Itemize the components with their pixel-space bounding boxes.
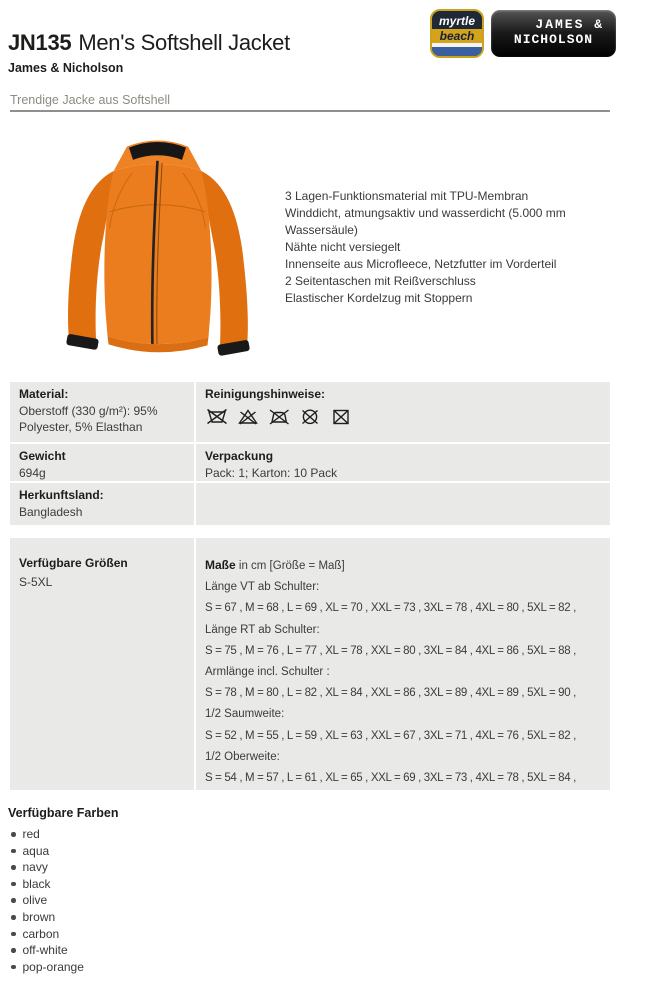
- myrtle-beach-logo-text: beach: [432, 29, 482, 43]
- measurement-name: Länge VT ab Schulter:: [205, 581, 320, 594]
- color-item: brown: [8, 909, 118, 926]
- do-not-iron-icon: [267, 407, 291, 426]
- weight-cell: [10, 444, 194, 481]
- bullet-icon: [11, 948, 16, 953]
- color-item: off-white: [8, 942, 118, 959]
- measurement-name: Länge RT ab Schulter:: [205, 623, 320, 636]
- material-cell: [10, 382, 194, 442]
- color-item: aqua: [8, 843, 118, 860]
- description-line: 3 Lagen-Funktionsmaterial mit TPU-Membran: [285, 189, 529, 203]
- measurement-values: S = 54 , M = 57 , L = 61 , XL = 65 , XXL = 69 , 3XL = 73 , 4XL = 78 , 5XL = 84 ,: [205, 772, 576, 785]
- description-line: Nähte nicht versiegelt: [285, 240, 401, 254]
- material-value: Oberstoff (330 g/m²): 95%: [19, 403, 158, 418]
- james-nicholson-logo: [491, 10, 616, 57]
- description-line: Innenseite aus Microfleece, Netzfutter im Vorderteil: [285, 257, 557, 271]
- bullet-icon: [11, 932, 16, 937]
- care-symbols: [205, 407, 602, 426]
- available-sizes-cell: [10, 538, 194, 790]
- origin-value: Bangladesh: [19, 504, 83, 519]
- material-label: Material:: [19, 387, 69, 401]
- measurement-values: S = 52 , M = 55 , L = 59 , XL = 63 , XXL = 67 , 3XL = 71 , 4XL = 76 , 5XL = 82 ,: [205, 729, 576, 742]
- measurement-name: 1/2 Oberweite:: [205, 750, 280, 763]
- description-line: Wassersäule): [285, 223, 358, 237]
- packaging-cell: [196, 444, 610, 481]
- product-description: [285, 188, 566, 307]
- measurements-list: [205, 542, 602, 789]
- measurement-values: S = 75 , M = 76 , L = 77 , XL = 78 , XXL = 80 , 3XL = 84 , 4XL = 86 , 5XL = 88 ,: [205, 644, 576, 657]
- available-sizes-label: Verfügbare Größen: [19, 556, 128, 570]
- description-line: Winddicht, atmungsaktiv und wasserdicht (5.000 mm: [285, 206, 566, 220]
- packaging-label: Verpackung: [205, 449, 274, 463]
- weight-value: 694g: [19, 465, 46, 480]
- origin-label: Herkunftsland:: [19, 488, 104, 502]
- bullet-icon: [11, 915, 16, 920]
- do-not-tumble-dry-icon: [329, 407, 353, 426]
- care-cell: [196, 382, 610, 442]
- size-range: S-5XL: [19, 574, 53, 589]
- origin-cell: [10, 483, 194, 525]
- myrtle-beach-logo-stripes: [432, 43, 482, 56]
- product-tagline: Trendige Jacke aus Softshell: [10, 93, 171, 107]
- bullet-icon: [11, 898, 16, 903]
- bullet-icon: [11, 882, 16, 887]
- color-item: carbon: [8, 926, 118, 943]
- care-label: Reinigungshinweise:: [205, 387, 326, 401]
- sizes-table: [10, 538, 610, 790]
- header-divider: [10, 110, 610, 112]
- available-colors-section: [8, 806, 118, 975]
- myrtle-beach-logo-text: myrtle: [438, 14, 476, 28]
- page-title: [8, 30, 290, 56]
- details-table: [10, 382, 610, 525]
- description-line: Elastischer Kordelzug mit Stoppern: [285, 291, 473, 305]
- measurement-name: 1/2 Saumweite:: [205, 708, 285, 721]
- measurements-cell: [196, 538, 610, 790]
- bullet-icon: [11, 865, 16, 870]
- measurement-values: S = 78 , M = 80 , L = 82 , XL = 84 , XXL = 86 , 3XL = 89 , 4XL = 89 , 5XL = 90 ,: [205, 687, 576, 700]
- bullet-icon: [11, 832, 16, 837]
- packaging-value: Pack: 1; Karton: 10 Pack: [205, 465, 338, 480]
- product-name: Men's Softshell Jacket: [78, 30, 290, 55]
- weight-label: Gewicht: [19, 449, 66, 463]
- measurement-values: S = 67 , M = 68 , L = 69 , XL = 70 , XXL = 73 , 3XL = 78 , 4XL = 80 , 5XL = 82 ,: [205, 602, 576, 615]
- jacket-illustration: [30, 116, 285, 378]
- james-nicholson-logo-text: JAMES &: [535, 17, 604, 32]
- color-item: red: [8, 826, 118, 843]
- brand-name: James & Nicholson: [8, 61, 124, 75]
- do-not-dry-clean-icon: [298, 407, 322, 426]
- description-line: 2 Seitentaschen mit Reißverschluss: [285, 274, 476, 288]
- product-photo: [30, 116, 285, 378]
- james-nicholson-logo-text: NICHOLSON: [513, 32, 594, 47]
- color-item: pop-orange: [8, 959, 118, 976]
- available-colors-title: Verfügbare Farben: [8, 806, 119, 820]
- myrtle-beach-logo: [430, 9, 484, 58]
- color-item: olive: [8, 892, 118, 909]
- color-item: navy: [8, 859, 118, 876]
- empty-cell: [196, 483, 610, 525]
- measurement-name: Armlänge incl. Schulter :: [205, 666, 330, 679]
- do-not-wash-icon: [205, 407, 229, 426]
- bullet-icon: [11, 849, 16, 854]
- bullet-icon: [11, 965, 16, 970]
- product-code: JN135: [8, 30, 72, 55]
- material-value: Polyester, 5% Elasthan: [19, 420, 143, 434]
- color-item: black: [8, 876, 118, 893]
- do-not-bleach-icon: [236, 407, 260, 426]
- measurements-title: Maße in cm [Größe = Maß]: [205, 558, 345, 572]
